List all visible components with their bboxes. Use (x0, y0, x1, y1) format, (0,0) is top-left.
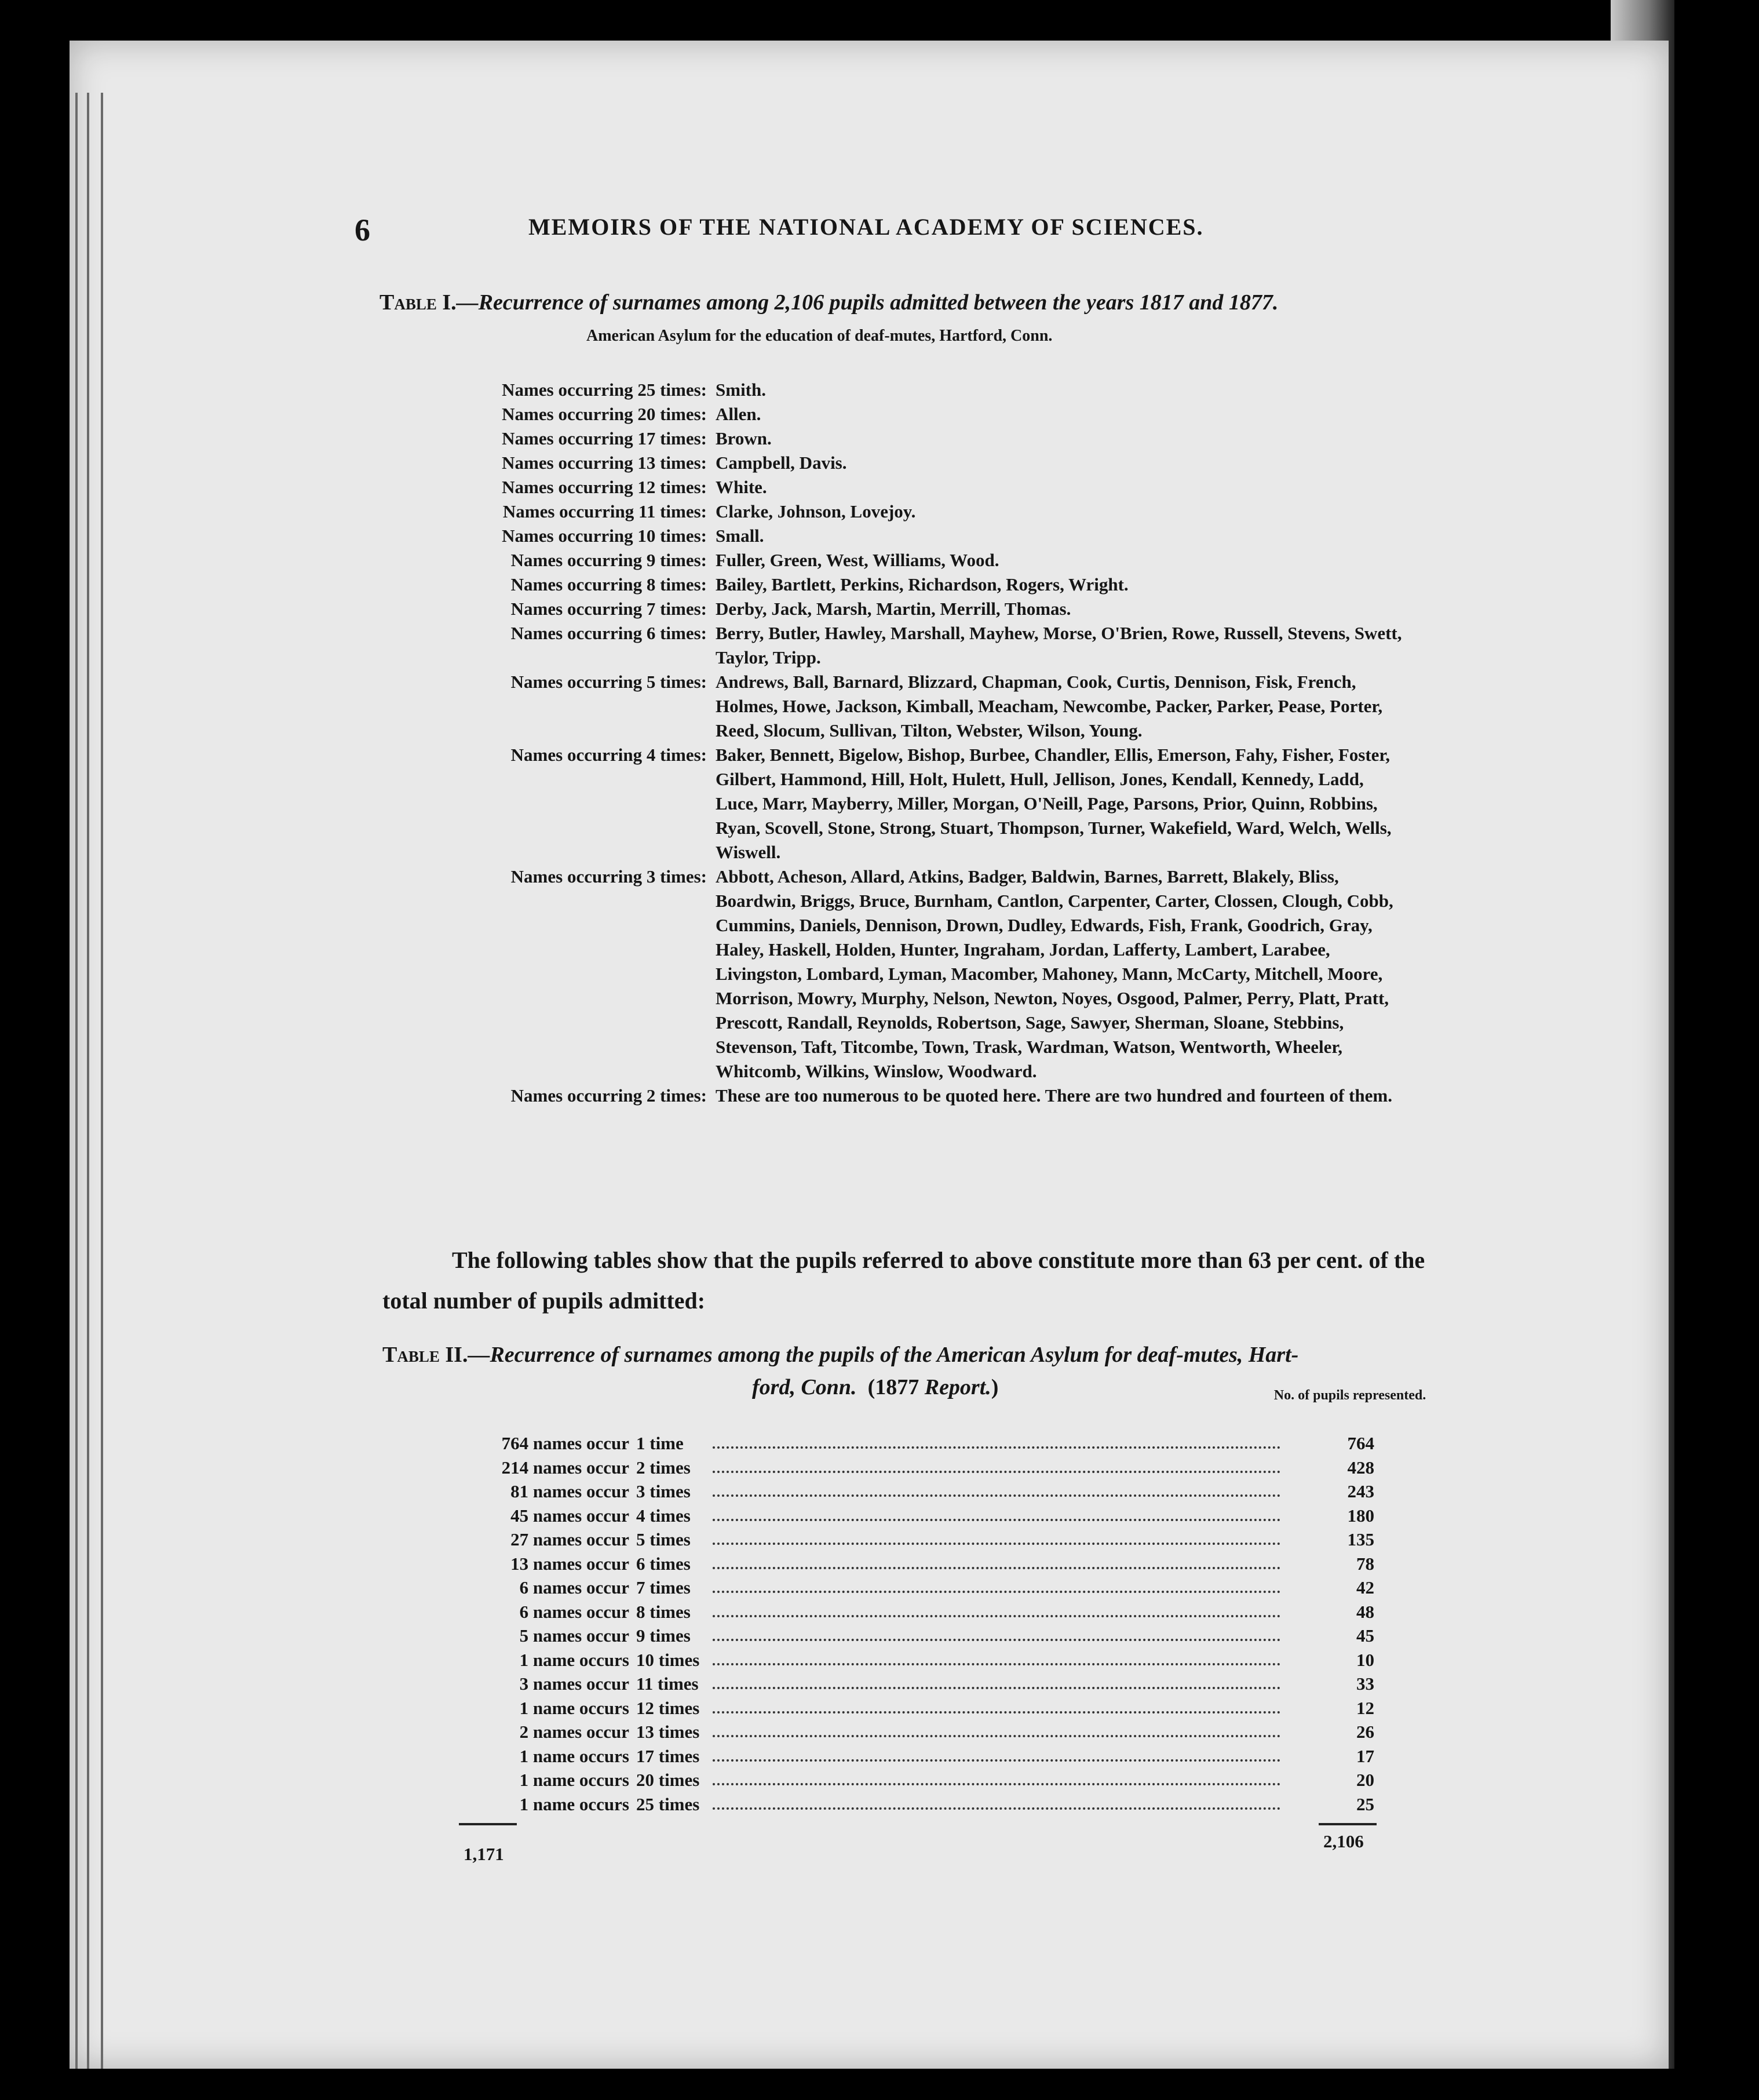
table1-entry (452, 670, 1402, 743)
occurrence-label: Names occurring 2 times: (510, 1085, 707, 1106)
pupils-cell: 12 (1356, 1697, 1374, 1718)
table1-entry (452, 597, 1402, 621)
names-count-cell: 6 names occur (519, 1601, 629, 1622)
leader-dots (713, 1711, 1280, 1713)
table1-entry (452, 1084, 1402, 1108)
table2-title (382, 1342, 1298, 1368)
pupils-cell: 26 (1356, 1722, 1374, 1742)
names-count-cell: 45 names occur (510, 1505, 629, 1526)
table1-entry (452, 865, 1402, 1084)
table1-entries (452, 378, 1402, 1108)
table2-rows (440, 1431, 1391, 1816)
page-edge-line (101, 93, 103, 2069)
table-row (440, 1576, 1391, 1600)
page-number: 6 (355, 213, 370, 247)
leader-dots (713, 1663, 1280, 1665)
table1-entry (452, 475, 1402, 500)
names-count-cell: 81 names occur (510, 1481, 629, 1501)
surname-list: Small. (716, 526, 764, 546)
surname-list: Brown. (716, 428, 772, 449)
leader-dots (713, 1519, 1280, 1521)
times-cell: 8 times (636, 1601, 691, 1622)
surname-list: Allen. (716, 404, 761, 424)
times-cell: 6 times (636, 1553, 691, 1574)
occurrence-label: Names occurring 10 times: (502, 526, 707, 546)
page-edge-line (75, 93, 78, 2069)
body-paragraph (382, 1240, 1472, 1321)
leader-dots (713, 1783, 1280, 1785)
names-count-cell: 1 name occurs (519, 1793, 629, 1814)
table-row (440, 1504, 1391, 1528)
occurrence-label: Names occurring 12 times: (502, 477, 707, 497)
leader-dots (713, 1759, 1280, 1762)
times-cell: 13 times (636, 1722, 700, 1742)
occurrence-label: Names occurring 8 times: (510, 574, 707, 595)
leader-dots (713, 1543, 1280, 1545)
total-rule-right (1319, 1823, 1377, 1825)
leader-dots (713, 1639, 1280, 1641)
times-cell: 20 times (636, 1770, 700, 1790)
pupils-cell: 20 (1356, 1770, 1374, 1790)
surname-list: Baker, Bennett, Bigelow, Bishop, Burbee, Chandler, Ellis, Emerson, Fahy, Fisher, Foster, Gilbert, Hammond, Hill, Holt, Hulett, Hull, Jellison, Jones, Kendall, Kennedy, Ladd, Luce, Marr, Mayberry, Miller, Morgan, O'Neill, Page, Parsons, Prior, Quinn, Robbins, Ryan, Scovell, Stone, Strong, Stuart, Thompson, Turner, Wakefield, Ward, Welch, Wells, Wiswell. (716, 745, 1392, 862)
leader-dots (713, 1687, 1280, 1689)
table-row (440, 1479, 1391, 1504)
occurrence-label: Names occurring 4 times: (510, 745, 707, 765)
table1-entry (452, 573, 1402, 597)
times-cell: 3 times (636, 1481, 691, 1501)
pupils-cell: 243 (1347, 1481, 1374, 1501)
surname-list: Campbell, Davis. (716, 453, 847, 473)
occurrence-label: Names occurring 17 times: (502, 428, 707, 449)
running-head: MEMOIRS OF THE NATIONAL ACADEMY OF SCIENCES. (528, 214, 1204, 240)
times-cell: 9 times (636, 1625, 691, 1646)
table-row (440, 1431, 1391, 1456)
surname-list: Fuller, Green, West, Williams, Wood. (716, 550, 999, 570)
surname-list: These are too numerous to be quoted here. There are two hundred and fourteen of them. (716, 1085, 1392, 1106)
occurrence-label: Names occurring 3 times: (510, 866, 707, 887)
leader-dots (713, 1591, 1280, 1593)
pupils-cell: 17 (1356, 1745, 1374, 1766)
surname-list: White. (716, 477, 767, 497)
times-cell: 4 times (636, 1505, 691, 1526)
leader-dots (713, 1471, 1280, 1473)
table1-entry (452, 402, 1402, 426)
occurrence-label: Names occurring 20 times: (502, 404, 707, 424)
names-count-cell: 2 names occur (519, 1722, 629, 1742)
page-edge-line (87, 93, 89, 2069)
pupils-cell: 48 (1356, 1601, 1374, 1622)
table1-entry (452, 500, 1402, 524)
pupils-cell: 42 (1356, 1577, 1374, 1598)
table1-title (379, 290, 1278, 315)
table2-caption-paren-open: (1877 (867, 1375, 925, 1399)
table2-lead: Table II. (382, 1343, 468, 1367)
table-row (440, 1552, 1391, 1576)
surname-list: Clarke, Johnson, Lovejoy. (716, 501, 916, 522)
leader-dots (713, 1446, 1280, 1449)
table1-subtitle: American Asylum for the education of deaf-mutes, Hartford, Conn. (586, 327, 1053, 345)
total-pupils: 2,106 (1323, 1831, 1364, 1851)
table1-entry (452, 451, 1402, 475)
names-count-cell: 27 names occur (510, 1529, 629, 1550)
times-cell: 1 time (636, 1433, 684, 1453)
leader-dots (713, 1615, 1280, 1617)
table-row (440, 1792, 1391, 1817)
table1-entry (452, 378, 1402, 402)
table1-entry (452, 548, 1402, 573)
pupils-cell: 45 (1356, 1625, 1374, 1646)
occurrence-label: Names occurring 25 times: (502, 380, 707, 400)
names-count-cell: 1 name occurs (519, 1770, 629, 1790)
occurrence-label: Names occurring 6 times: (510, 623, 707, 643)
table-row (440, 1696, 1391, 1720)
pupils-cell: 135 (1347, 1529, 1374, 1550)
surname-list: Derby, Jack, Marsh, Martin, Merrill, Thomas. (716, 599, 1071, 619)
table-row (440, 1648, 1391, 1672)
table1-entry (452, 426, 1402, 451)
occurrence-label: Names occurring 7 times: (510, 599, 707, 619)
table-row (440, 1768, 1391, 1792)
surname-list: Smith. (716, 380, 766, 400)
total-names: 1,171 (464, 1844, 504, 1864)
names-count-cell: 3 names occur (519, 1674, 629, 1694)
names-count-cell: 1 name occurs (519, 1697, 629, 1718)
pupils-cell: 10 (1356, 1649, 1374, 1670)
table-row (440, 1456, 1391, 1480)
times-cell: 12 times (636, 1697, 700, 1718)
table-row (440, 1624, 1391, 1648)
table1-entry (452, 524, 1402, 548)
names-count-cell: 6 names occur (519, 1577, 629, 1598)
leader-dots (713, 1494, 1280, 1497)
times-cell: 5 times (636, 1529, 691, 1550)
times-cell: 11 times (636, 1674, 699, 1694)
table1-entry (452, 621, 1402, 670)
pupils-cell: 180 (1347, 1505, 1374, 1526)
times-cell: 2 times (636, 1457, 691, 1478)
table1-lead: Table I. (379, 290, 457, 315)
times-cell: 17 times (636, 1745, 700, 1766)
occurrence-label: Names occurring 9 times: (510, 550, 707, 570)
times-cell: 10 times (636, 1649, 700, 1670)
occurrence-label: Names occurring 11 times: (502, 501, 707, 522)
pupils-cell: 78 (1356, 1553, 1374, 1574)
leader-dots (713, 1567, 1280, 1569)
names-count-cell: 1 name occurs (519, 1745, 629, 1766)
pupils-cell: 764 (1347, 1433, 1374, 1453)
table2-column-header: No. of pupils represented. (1273, 1388, 1426, 1403)
names-count-cell: 5 names occur (519, 1625, 629, 1646)
pupils-cell: 33 (1356, 1674, 1374, 1694)
table1-caption: —Recurrence of surnames among 2,106 pupils admitted between the years 1817 and 1877. (456, 290, 1279, 315)
names-count-cell: 1 name occurs (519, 1649, 629, 1670)
table2-caption-report: Report. (924, 1375, 991, 1399)
names-count-cell: 13 names occur (510, 1553, 629, 1574)
table2-caption-paren-close: ) (991, 1375, 999, 1399)
surname-list: Abbott, Acheson, Allard, Atkins, Badger, Baldwin, Barnes, Barrett, Blakely, Bliss, Boardwin, Briggs, Bruce, Burnham, Cantlon, Carpenter, Carter, Clossen, Clough, Cobb, Cummins, Daniels, Dennison, Drown, Dudley, Edwards, Fish, Frank, Goodrich, Gray, Haley, Haskell, Holden, Hunter, Ingraham, Jordan, Lafferty, Lambert, Larabee, Livingston, Lombard, Lyman, Macomber, Mahoney, Mann, McCarty, Mitchell, Moore, Morrison, Mowry, Murphy, Nelson, Newton, Noyes, Osgood, Palmer, Perry, Platt, Pratt, Prescott, Randall, Reynolds, Robertson, Sage, Sawyer, Sherman, Sloane, Stebbins, Stevenson, Taft, Titcombe, Town, Trask, Wardman, Watson, Wentworth, Wheeler, Whitcomb, Wilkins, Winslow, Woodward. (716, 866, 1393, 1081)
table-row (440, 1527, 1391, 1552)
times-cell: 25 times (636, 1793, 700, 1814)
table2-title-line2 (752, 1375, 998, 1400)
surname-list: Berry, Butler, Hawley, Marshall, Mayhew, Morse, O'Brien, Rowe, Russell, Stevens, Swett, Taylor, Tripp. (716, 623, 1402, 668)
surname-list: Bailey, Bartlett, Perkins, Richardson, Rogers, Wright. (716, 574, 1129, 595)
leader-dots (713, 1735, 1280, 1737)
total-rule-left (459, 1823, 517, 1825)
occurrence-label: Names occurring 5 times: (510, 672, 707, 692)
names-count-cell: 764 names occur (501, 1433, 629, 1453)
table-row (440, 1744, 1391, 1769)
pupils-cell: 25 (1356, 1793, 1374, 1814)
paragraph-text: The following tables show that the pupils referred to above constitute more than 63 per cent. of the total number of pupils admitted: (382, 1247, 1425, 1314)
pupils-cell: 428 (1347, 1457, 1374, 1478)
occurrence-label: Names occurring 13 times: (502, 453, 707, 473)
table1-entry (452, 743, 1402, 865)
surname-list: Andrews, Ball, Barnard, Blizzard, Chapman, Cook, Curtis, Dennison, Fisk, French, Holmes, Howe, Jackson, Kimball, Meacham, Newcombe, Packer, Parker, Pease, Porter, Reed, Slocum, Sullivan, Tilton, Webster, Wilson, Young. (716, 672, 1383, 741)
table2-caption-place: ford, Conn. (752, 1375, 857, 1399)
times-cell: 7 times (636, 1577, 691, 1598)
names-count-cell: 214 names occur (501, 1457, 629, 1478)
leader-dots (713, 1807, 1280, 1810)
table-row (440, 1600, 1391, 1624)
table2-caption-line1: —Recurrence of surnames among the pupils of the American Asylum for deaf-mutes, Hart- (468, 1343, 1299, 1367)
table-row (440, 1672, 1391, 1696)
table-row (440, 1720, 1391, 1744)
